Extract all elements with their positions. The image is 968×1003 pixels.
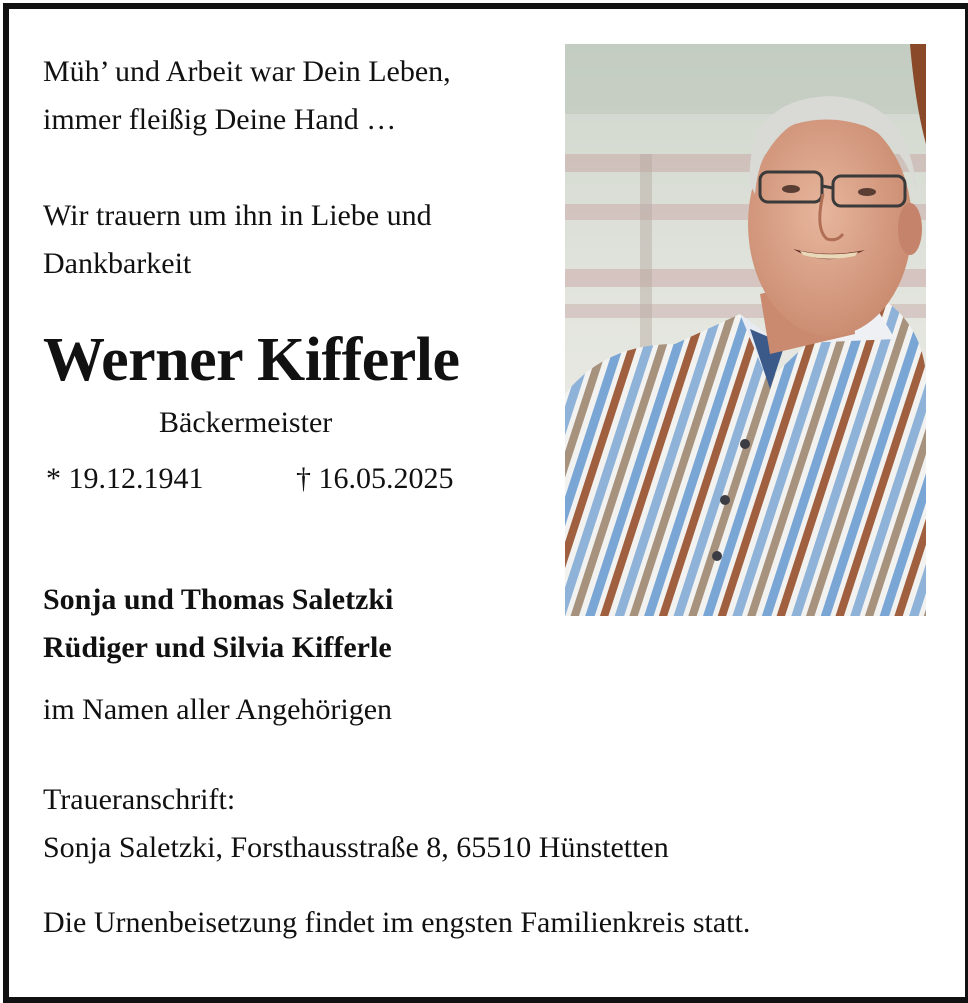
mourning-line-2: Dankbarkeit [43, 247, 192, 280]
verse-line-2: immer fleißig Deine Hand … [43, 103, 397, 136]
family-line-1: Sonja und Thomas Saletzki [43, 583, 394, 616]
burial-note: Die Urnenbeisetzung findet im engsten Familienkreis statt. [43, 906, 751, 939]
address-label: Traueranschrift: [43, 783, 236, 816]
on-behalf-text: im Namen aller Angehörigen [43, 693, 393, 726]
verse-line-1: Müh’ und Arbeit war Dein Leben, [43, 55, 451, 88]
deceased-name: Werner Kifferle [43, 326, 460, 394]
profession: Bäckermeister [159, 406, 333, 439]
address-line: Sonja Saletzki, Forsthausstraße 8, 65510 Hünstetten [43, 831, 669, 864]
portrait-photo [565, 44, 926, 616]
family-line-2: Rüdiger und Silvia Kifferle [43, 631, 392, 664]
death-date: † 16.05.2025 [296, 462, 454, 495]
birth-date: * 19.12.1941 [46, 462, 204, 495]
mourning-line-1: Wir trauern um ihn in Liebe und [43, 199, 432, 232]
